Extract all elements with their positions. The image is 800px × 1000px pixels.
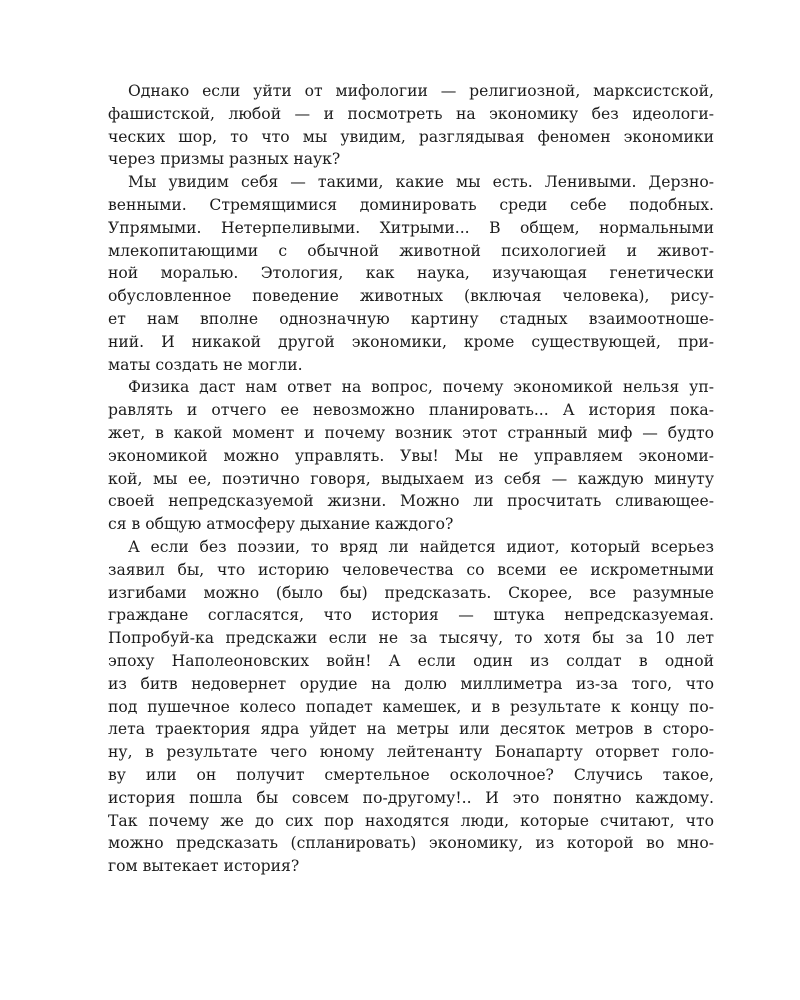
paragraph: [108, 536, 714, 878]
text-line: равлять и отчего ее невозможно планировать... А история пока-: [108, 401, 714, 420]
text-line: гом вытекает история?: [108, 857, 300, 876]
paragraph: [108, 80, 714, 171]
text-line: Попробуй-ка предскажи если не за тысячу, то хотя бы за 10 лет: [108, 629, 714, 648]
text-line: через призмы разных наук?: [108, 150, 341, 169]
text-line: Упрямыми. Нетерпеливыми. Хитрыми... В общем, нормальными: [108, 218, 714, 237]
text-line: фашистской, любой — и посмотреть на экономику без идеологи-: [108, 104, 714, 123]
text-line: Физика даст нам ответ на вопрос, почему экономикой нельзя уп-: [128, 378, 714, 397]
paragraph: [108, 171, 714, 376]
text-line: своей непредсказуемой жизни. Можно ли просчитать сливающее-: [108, 492, 714, 511]
text-line: из битв недовернет орудие на долю миллиметра из-за того, что: [108, 674, 714, 693]
text-line: история пошла бы совсем по-другому!.. И это понятно каждому.: [108, 788, 714, 807]
text-line: ву или он получит смертельное осколочное? Случись такое,: [108, 765, 714, 784]
text-line: под пушечное колесо попадет камешек, и в результате к концу по-: [108, 697, 714, 716]
text-line: А если без поэзии, то вряд ли найдется идиот, который всерьез: [128, 537, 714, 556]
text-line: ний. И никакой другой экономики, кроме существующей, при-: [108, 332, 714, 351]
text-line: Однако если уйти от мифологии — религиозной, марксистской,: [128, 82, 714, 100]
text-line: ет нам вполне однозначную картину стадных взаимоотноше-: [108, 309, 714, 328]
text-line: можно предсказать (спланировать) экономику, из которой во мно-: [108, 834, 714, 853]
paragraph: [108, 376, 714, 536]
text-line: Так почему же до сих пор находятся люди, которые считают, что: [108, 811, 714, 830]
text-line: венными. Стремящимися доминировать среди себе подобных.: [108, 195, 714, 214]
text-line: млекопитающими с обычной животной психологией и живот-: [108, 241, 714, 260]
text-line: эпоху Наполеоновских войн! А если один из солдат в одной: [108, 651, 714, 670]
text-line: Мы увидим себя — такими, какие мы есть. Ленивыми. Дерзно-: [128, 173, 714, 192]
text-line: ческих шор, то что мы увидим, разглядывая феномен экономики: [108, 127, 714, 146]
text-line: изгибами можно (было бы) предсказать. Скорее, все разумные: [108, 583, 714, 602]
text-line: заявил бы, что историю человечества со всеми ее искрометными: [108, 560, 714, 579]
text-line: экономикой можно управлять. Увы! Мы не управляем экономи-: [108, 446, 714, 465]
text-line: граждане согласятся, что история — штука непредсказуемая.: [108, 606, 714, 625]
text-line: лета траектория ядра уйдет на метры или десяток метров в сторо-: [108, 720, 714, 739]
text-line: ной моралью. Этология, как наука, изучающая генетически: [108, 264, 714, 283]
text-line: обусловленное поведение животных (включая человека), рису-: [108, 287, 714, 306]
body-text: [108, 80, 714, 878]
text-line: ну, в результате чего юному лейтенанту Бонапарту оторвет голо-: [108, 743, 714, 762]
text-line: кой, мы ее, поэтично говоря, выдыхаем из себя — каждую минуту: [108, 469, 714, 488]
text-line: жет, в какой момент и почему возник этот странный миф — будто: [108, 423, 714, 442]
text-line: ся в общую атмосферу дыхание каждого?: [108, 515, 454, 534]
text-line: маты создать не могли.: [108, 355, 303, 374]
